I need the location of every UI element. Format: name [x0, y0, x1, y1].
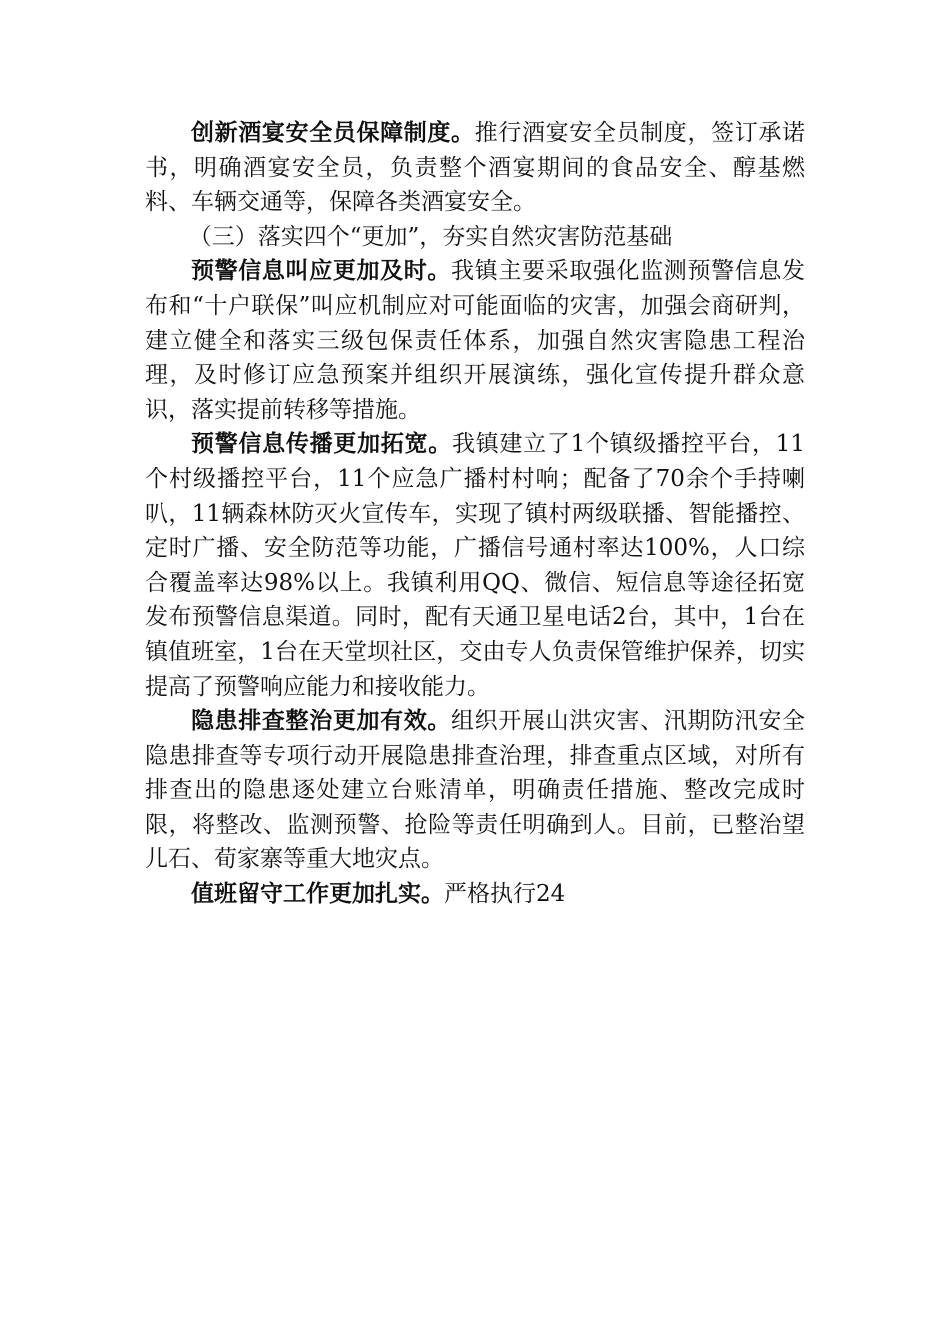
paragraph-text: 我镇主要采取强化监测预警信息发布和“十户联保”叫应机制应对可能面临的灾害，加强会商研判，建立健全和落实三级包保责任体系，加强自然灾害隐患工程治理，及时修订应急预案并组织开展演练，强化宣传提升群众意识，落实提前转移等措施。	[145, 258, 806, 423]
paragraph-text: 我镇建立了1个镇级播控平台，11个村级播控平台，11个应急广播村村响；配备了70余个手持喇叭，11辆森林防灭火宣传车，实现了镇村两级联播、智能播控、定时广播、安全防范等功能，广播信号通村率达100%，人口综合覆盖率达98%以上。我镇利用QQ、微信、短信息等途径拓宽发布预警信息渠道。同时，配有天通卫星电话2台，其中，1台在镇值班室，1台在天堂坝社区，交由专人负责保管维护保养，切实提高了预警响应能力和接收能力。	[145, 431, 806, 700]
document-body	[145, 116, 805, 912]
section-heading	[145, 220, 805, 255]
paragraph-text: 推行酒宴安全员制度，签订承诺书，明确酒宴安全员，负责整个酒宴期间的食品安全、醇基燃料、车辆交通等，保障各类酒宴安全。	[145, 120, 806, 216]
paragraph-lead: 隐患排查整治更加有效。	[191, 708, 452, 735]
paragraph-lead: 预警信息叫应更加及时。	[191, 258, 452, 285]
paragraph-lead: 预警信息传播更加拓宽。	[191, 431, 452, 458]
paragraph-duty-shift	[145, 877, 805, 912]
paragraph-lead: 创新酒宴安全员保障制度。	[191, 120, 475, 146]
paragraph-banquet-safety	[145, 116, 805, 220]
paragraph-text: 组织开展山洪灾害、汛期防汛安全隐患排查等专项行动开展隐患排查治理，排查重点区域，对所有排查出的隐患逐处建立台账清单，明确责任措施、整改完成时限，将整改、监测预警、抢险等责任明确到人。目前，已整治望儿石、荀家寨等重大地灾点。	[145, 708, 806, 873]
section-heading-text: （三）落实四个“更加”，夯实自然灾害防范基础	[188, 223, 673, 250]
paragraph-warning-response	[145, 254, 805, 427]
paragraph-warning-broadcast	[145, 427, 805, 704]
paragraph-hazard-inspection	[145, 704, 805, 877]
paragraph-text: 严格执行24	[444, 881, 566, 908]
paragraph-lead: 值班留守工作更加扎实。	[191, 881, 444, 908]
